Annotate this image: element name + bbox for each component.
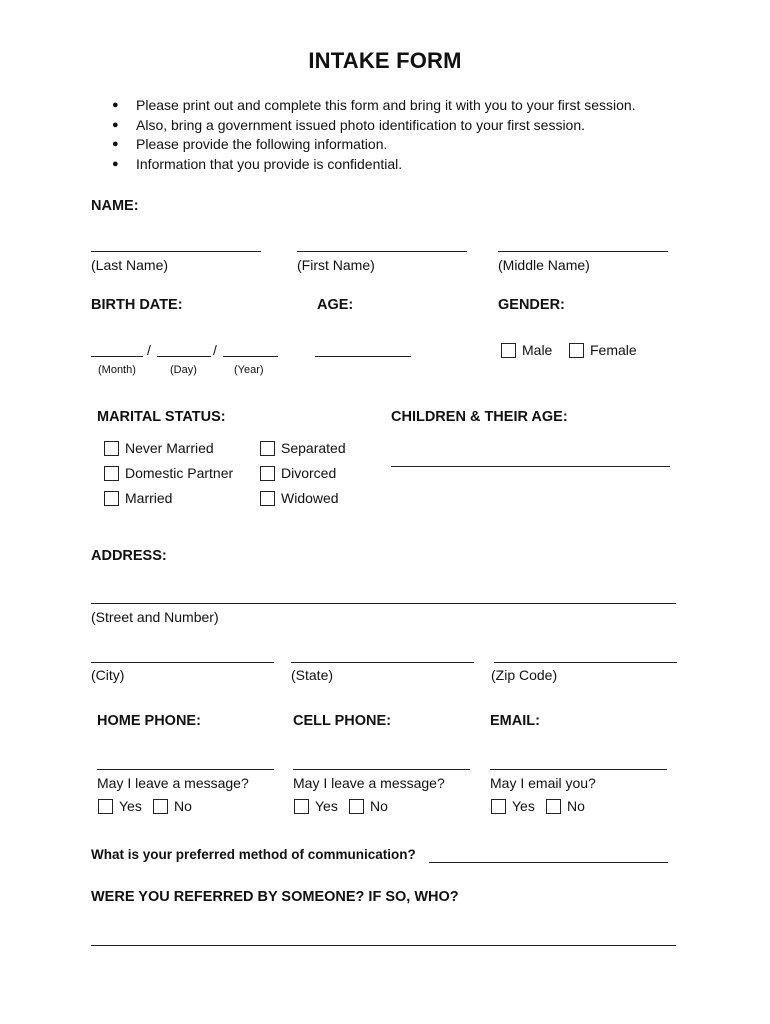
marital-never-married-checkbox[interactable] bbox=[104, 440, 214, 456]
home-phone-heading: HOME PHONE: bbox=[97, 713, 201, 729]
street-label: (Street and Number) bbox=[91, 609, 219, 625]
age-heading: AGE: bbox=[317, 297, 354, 313]
marital-widowed-checkbox[interactable] bbox=[260, 490, 339, 506]
middle-name-field[interactable] bbox=[498, 251, 668, 252]
zip-field[interactable] bbox=[494, 662, 677, 663]
instruction-item: ● Please print out and complete this form and bring it with you to your first session. bbox=[112, 96, 636, 116]
gender-female-checkbox[interactable] bbox=[569, 342, 637, 358]
checkbox-label: No bbox=[567, 798, 585, 814]
checkbox-box[interactable] bbox=[98, 799, 113, 814]
home-phone-message-question: May I leave a message? bbox=[97, 775, 249, 791]
email-field[interactable] bbox=[490, 769, 667, 770]
checkbox-label: Yes bbox=[315, 798, 338, 814]
street-field[interactable] bbox=[91, 603, 676, 604]
checkbox-label: Yes bbox=[119, 798, 142, 814]
home-phone-no-checkbox[interactable] bbox=[153, 798, 192, 814]
birth-year-field[interactable] bbox=[223, 356, 278, 357]
date-separator: / bbox=[147, 342, 151, 358]
checkbox-box[interactable] bbox=[501, 343, 516, 358]
instruction-item: ● Also, bring a government issued photo identification to your first session. bbox=[112, 116, 636, 136]
marital-domestic-partner-checkbox[interactable] bbox=[104, 465, 233, 481]
home-phone-field[interactable] bbox=[97, 769, 274, 770]
day-label: (Day) bbox=[170, 364, 197, 376]
preferred-method-field[interactable] bbox=[429, 862, 668, 863]
checkbox-label: Yes bbox=[512, 798, 535, 814]
checkbox-box[interactable] bbox=[104, 441, 119, 456]
checkbox-label: Separated bbox=[281, 440, 346, 456]
checkbox-box[interactable] bbox=[546, 799, 561, 814]
cell-phone-no-checkbox[interactable] bbox=[349, 798, 388, 814]
cell-phone-message-question: May I leave a message? bbox=[293, 775, 445, 791]
cell-phone-yes-checkbox[interactable] bbox=[294, 798, 338, 814]
checkbox-box[interactable] bbox=[153, 799, 168, 814]
referral-field[interactable] bbox=[91, 945, 676, 946]
referral-heading: WERE YOU REFERRED BY SOMEONE? IF SO, WHO? bbox=[91, 889, 459, 905]
middle-name-label: (Middle Name) bbox=[498, 257, 590, 273]
month-label: (Month) bbox=[98, 364, 136, 376]
checkbox-label: No bbox=[370, 798, 388, 814]
birth-day-field[interactable] bbox=[157, 356, 211, 357]
last-name-field[interactable] bbox=[91, 251, 261, 252]
date-separator: / bbox=[213, 342, 217, 358]
marital-separated-checkbox[interactable] bbox=[260, 440, 346, 456]
checkbox-box[interactable] bbox=[349, 799, 364, 814]
children-field[interactable] bbox=[391, 466, 670, 467]
checkbox-label: No bbox=[174, 798, 192, 814]
checkbox-label: Male bbox=[522, 342, 553, 358]
email-no-checkbox[interactable] bbox=[546, 798, 585, 814]
cell-phone-heading: CELL PHONE: bbox=[293, 713, 392, 729]
marital-married-checkbox[interactable] bbox=[104, 490, 172, 506]
name-heading: NAME: bbox=[91, 198, 139, 214]
children-heading: CHILDREN & THEIR AGE: bbox=[391, 409, 568, 425]
marital-status-heading: MARITAL STATUS: bbox=[97, 409, 226, 425]
instruction-item: ● Information that you provide is confidential. bbox=[112, 155, 636, 175]
checkbox-box[interactable] bbox=[260, 466, 275, 481]
last-name-label: (Last Name) bbox=[91, 257, 169, 273]
checkbox-box[interactable] bbox=[491, 799, 506, 814]
checkbox-label: Divorced bbox=[281, 465, 337, 481]
birth-month-field[interactable] bbox=[91, 356, 143, 357]
birth-date-heading: BIRTH DATE: bbox=[91, 297, 183, 313]
city-label: (City) bbox=[91, 667, 125, 683]
zip-label: (Zip Code) bbox=[491, 667, 558, 683]
checkbox-label: Married bbox=[125, 490, 173, 506]
checkbox-label: Widowed bbox=[281, 490, 339, 506]
home-phone-yes-checkbox[interactable] bbox=[98, 798, 142, 814]
checkbox-label: Never Married bbox=[125, 440, 214, 456]
state-label: (State) bbox=[291, 667, 334, 683]
email-heading: EMAIL: bbox=[490, 713, 540, 729]
checkbox-box[interactable] bbox=[104, 491, 119, 506]
instructions-list bbox=[112, 96, 636, 174]
email-yes-checkbox[interactable] bbox=[491, 798, 535, 814]
instruction-item: ● Please provide the following information. bbox=[112, 135, 636, 155]
email-question: May I email you? bbox=[490, 775, 596, 791]
state-field[interactable] bbox=[291, 662, 474, 663]
checkbox-box[interactable] bbox=[294, 799, 309, 814]
checkbox-box[interactable] bbox=[104, 466, 119, 481]
preferred-method-label: What is your preferred method of communication? bbox=[91, 847, 416, 862]
checkbox-box[interactable] bbox=[260, 491, 275, 506]
age-field[interactable] bbox=[315, 356, 411, 357]
first-name-label: (First Name) bbox=[297, 257, 375, 273]
gender-heading: GENDER: bbox=[498, 297, 565, 313]
first-name-field[interactable] bbox=[297, 251, 467, 252]
checkbox-box[interactable] bbox=[260, 441, 275, 456]
marital-divorced-checkbox[interactable] bbox=[260, 465, 336, 481]
year-label: (Year) bbox=[234, 364, 264, 376]
checkbox-label: Female bbox=[590, 342, 637, 358]
checkbox-label: Domestic Partner bbox=[125, 465, 234, 481]
checkbox-box[interactable] bbox=[569, 343, 584, 358]
page-title: INTAKE FORM bbox=[308, 48, 462, 73]
address-heading: ADDRESS: bbox=[91, 548, 167, 564]
city-field[interactable] bbox=[91, 662, 274, 663]
gender-male-checkbox[interactable] bbox=[501, 342, 552, 358]
cell-phone-field[interactable] bbox=[293, 769, 470, 770]
